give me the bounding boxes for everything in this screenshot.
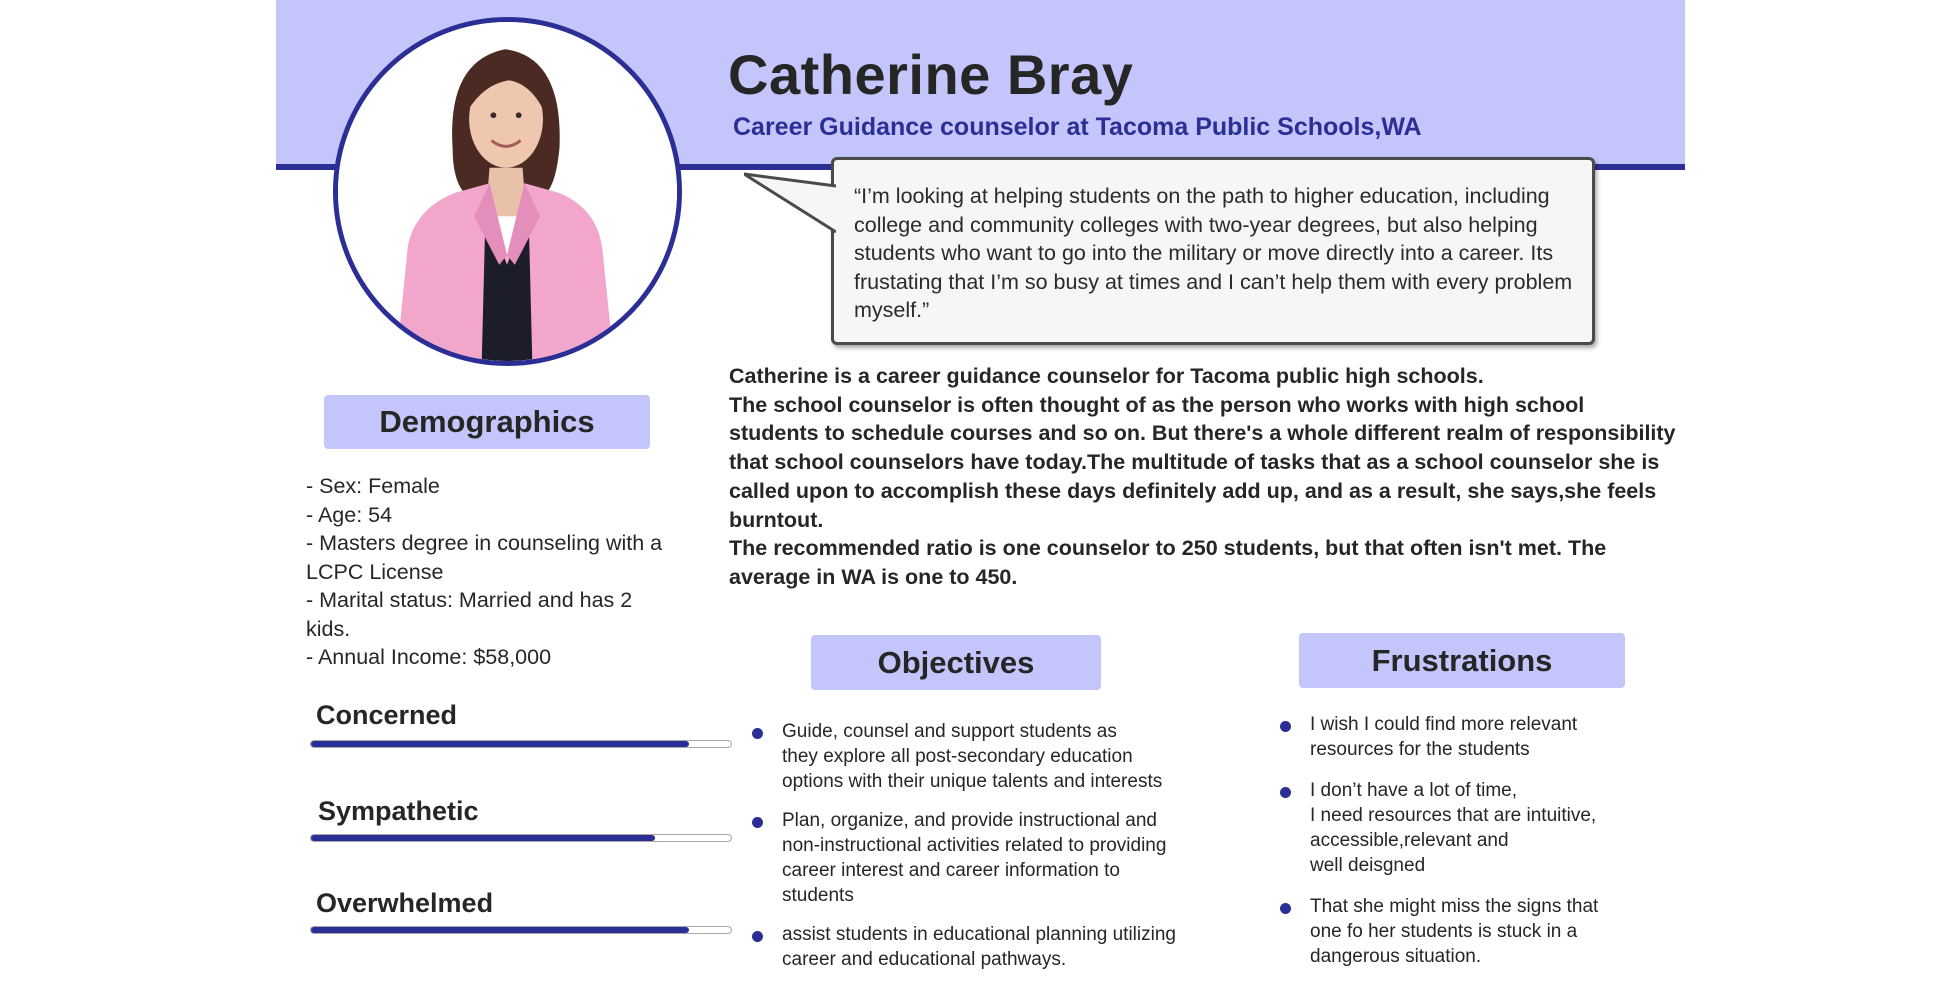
bio-paragraph: Catherine is a career guidance counselor for Tacoma public high schools.	[729, 364, 1484, 388]
persona-name: Catherine Bray	[728, 43, 1134, 106]
bio-paragraph: The school counselor is often thought of as the person who works with high school students to schedule courses and so on. But there's a whole different realm of responsibility that school counselors have today.The multitude of tasks that as a school counselor she is called upon to accomplish these days definitely add up, and as a result, she says,she feels burntout.	[729, 392, 1676, 532]
frustration-item	[1278, 778, 1688, 878]
demographics-item: - Sex: Female	[306, 474, 440, 498]
demographics-item: - Annual Income: $58,000	[306, 645, 552, 669]
trait-label-sympathetic: Sympathetic	[318, 796, 479, 826]
persona-bio	[729, 362, 1679, 592]
trait-bar-concerned	[310, 740, 732, 748]
objective-item	[750, 808, 1240, 908]
bio-paragraph: The recommended ratio is one counselor to 250 students, but that often isn't met. The average in WA is one to 450.	[729, 536, 1607, 589]
objectives-list	[750, 719, 1240, 972]
trait-label-concerned: Concerned	[316, 700, 458, 730]
trait-bar-sympathetic	[310, 834, 732, 842]
portrait-illustration	[338, 22, 677, 361]
bullet-dot-icon	[1280, 721, 1291, 732]
demographics-item: - Age: 54	[306, 502, 393, 527]
frustration-text: I don’t have a lot of time, I need resources that are intuitive, accessible,relevant and well deisgned	[1310, 780, 1597, 876]
trait-bar-overwhelmed	[310, 926, 732, 934]
frustrations-heading: Frustrations	[1299, 633, 1625, 688]
frustration-text: That she might miss the signs that one fo her students is stuck in a dangerous situation.	[1310, 896, 1599, 967]
objective-text: Plan, organize, and provide instructional and non-instructional activities related to providing career interest and career information to students	[782, 810, 1167, 906]
demographics-item: - Masters degree in counseling with a LCPC License	[306, 531, 663, 584]
bullet-dot-icon	[1280, 903, 1291, 914]
bullet-dot-icon	[752, 931, 763, 942]
trait-fill	[311, 927, 689, 933]
objective-text: assist students in educational planning utilizing career and educational pathways.	[782, 924, 1176, 970]
bullet-dot-icon	[752, 817, 763, 828]
trait-label-overwhelmed: Overwhelmed	[316, 888, 494, 918]
frustration-item	[1278, 712, 1688, 762]
bullet-dot-icon	[752, 728, 763, 739]
persona-quote: “I’m looking at helping students on the path to higher education, including college and community colleges with two-year degrees, but also helping students who want to go into the military or move directly into a career. Its frustating that I’m so busy at times and I can’t help them with every problem myself.”	[854, 184, 1573, 322]
frustrations-list	[1278, 712, 1688, 969]
demographics-list	[306, 472, 676, 672]
objective-item	[750, 719, 1240, 794]
demographics-item: - Marital status: Married and has 2 kids.	[306, 588, 633, 641]
speech-bubble-tail	[744, 172, 836, 234]
trait-fill	[311, 741, 689, 747]
bullet-dot-icon	[1280, 787, 1291, 798]
frustration-item	[1278, 894, 1688, 969]
objectives-heading: Objectives	[811, 635, 1101, 690]
frustration-text: I wish I could find more relevant resources for the students	[1310, 714, 1578, 760]
trait-fill	[311, 835, 655, 841]
objective-item	[750, 922, 1240, 972]
persona-role: Career Guidance counselor at Tacoma Public Schools,WA	[733, 113, 1422, 141]
quote-bubble	[831, 157, 1595, 345]
objective-text: Guide, counsel and support students as they explore all post-secondary education options with their unique talents and interests	[782, 721, 1163, 792]
demographics-heading: Demographics	[324, 395, 650, 449]
persona-photo	[333, 17, 682, 366]
